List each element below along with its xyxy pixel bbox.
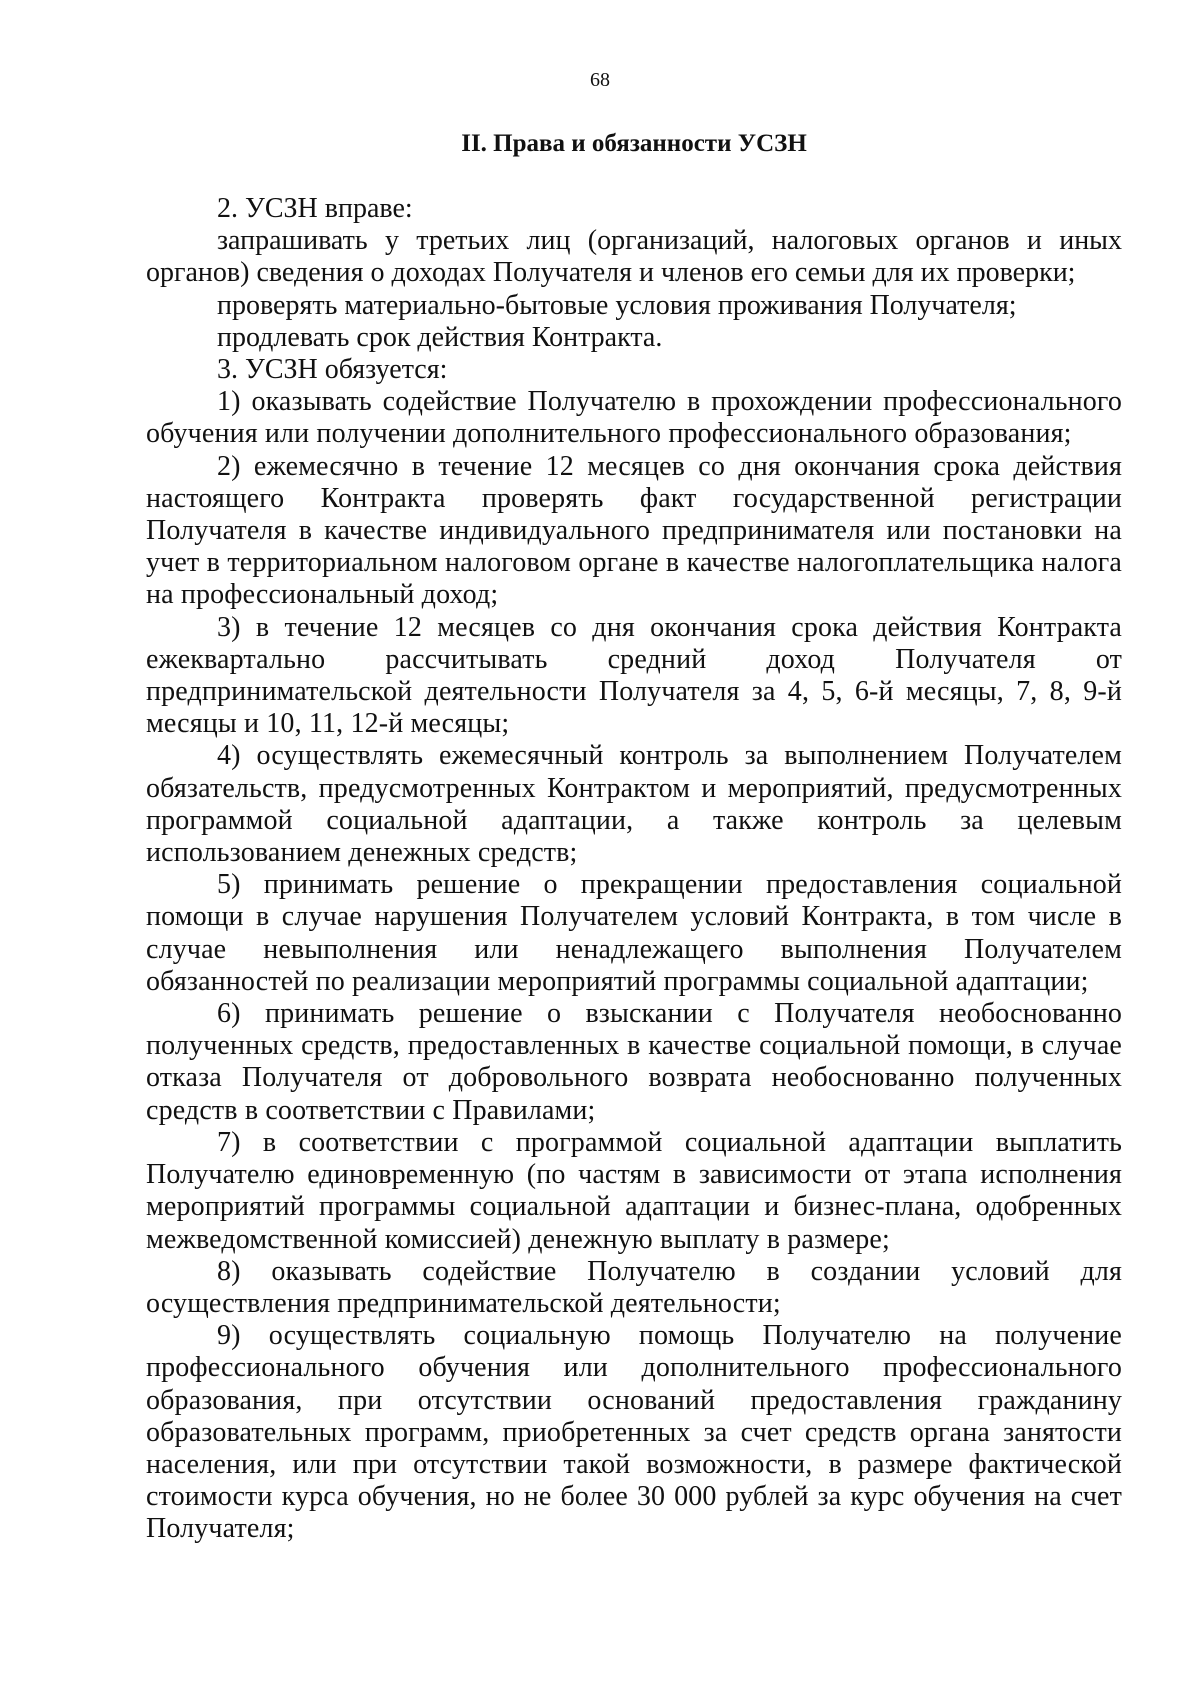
paragraph-right-check-living-conditions: проверять материально-бытовые условия проживания Получателя; [217,289,1017,321]
paragraph-obligation-7: 7) в соответствии с программой социальной адаптации выплатить Получателю единовременную (по частям в зависимости от этапа исполнения мероприятий программы социальной адаптации и бизнес-плана, одобренных межведомственной комиссией) денежную выплату в размере; [146,1126,1122,1255]
paragraph-right-extend-contract: продлевать срок действия Контракта. [217,321,663,353]
paragraph-obligation-5: 5) принимать решение о прекращении предоставления социальной помощи в случае нарушения Получателем условий Контракта, в том числе в случае невыполнения или ненадлежащего выполнения Получателем обязанностей по реализации мероприятий программы социальной адаптации; [146,869,1122,997]
paragraph-obligation-3: 3) в течение 12 месяцев со дня окончания срока действия Контракта ежеквартально рассчитывать средний доход Получателя от предпринимательской деятельности Получателя за 4, 5, 6-й месяцы, 7, 8, 9-й месяцы и 10, 11, 12-й месяцы; [146,611,1122,740]
paragraph-obligation-4: 4) осуществлять ежемесячный контроль за выполнением Получателем обязательств, предусмотренных Контрактом и мероприятий, предусмотренных программой социальной адаптации, а также контроль за целевым использованием денежных средств; [146,740,1122,869]
paragraph-obligation-9: 9) осуществлять социальную помощь Получателю на получение профессионального обучения или дополнительного профессионального образования, при отсутствии оснований предоставления гражданину образовательных программ, приобретенных за счет средств органа занятости населения, или при отсутствии такой возможности, в размере фактической стоимости курса обучения, но не более 30 000 рублей за курс обучения на счет Получателя; [146,1320,1122,1545]
page-number: 68 [590,69,610,91]
paragraph-obligation-8: 8) оказывать содействие Получателю в создании условий для осуществления предпринимательской деятельности; [146,1255,1122,1319]
document-body [146,193,1122,1546]
section-title: II. Права и обязанности УСЗН [461,130,807,157]
paragraph-uszn-obligations-heading: 3. УСЗН обязуется: [217,354,448,386]
paragraph-right-request-info: запрашивать у третьих лиц (организаций, налоговых органов и иных органов) сведения о доходах Получателя и членов его семьи для их проверки; [146,225,1122,289]
paragraph-obligation-1: 1) оказывать содействие Получателю в прохождении профессионального обучения или получении дополнительного профессионального образования; [146,386,1122,450]
paragraph-obligation-6: 6) принимать решение о взыскании с Получателя необоснованно полученных средств, предоставленных в качестве социальной помощи, в случае отказа Получателя от добровольного возврата необоснованно полученных средств в соответствии с Правилами; [146,998,1122,1126]
paragraph-uszn-rights-heading: 2. УСЗН вправе: [217,193,413,224]
paragraph-obligation-2: 2) ежемесячно в течение 12 месяцев со дня окончания срока действия настоящего Контракта проверять факт государственной регистрации Получателя в качестве индивидуального предпринимателя или постановки на учет в территориальном налоговом органе в качестве налогоплательщика налога на профессиональный доход; [146,450,1122,611]
